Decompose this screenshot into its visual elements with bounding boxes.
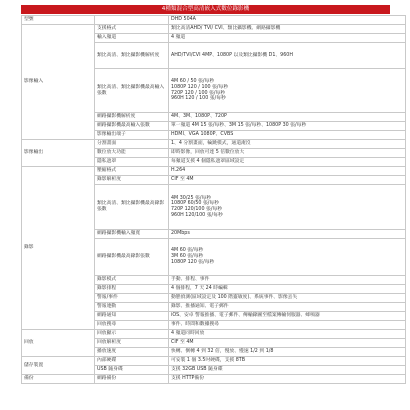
spec-label: 網路攝影機最高輸入張數 (95, 122, 169, 131)
spec-value-line: 可安裝 1 個 3.5吋硬碟，支援 8TB (171, 358, 246, 364)
spec-value-line: 支援 32GB USB 隨身碟 (171, 367, 223, 373)
spec-label: 警報/事件 (95, 294, 169, 303)
category-cell: 錄影 (22, 167, 95, 330)
spec-value (169, 122, 406, 131)
spec-value-line: 支援 HTTP備份 (171, 376, 204, 382)
spec-label: 數位放大功能 (95, 149, 169, 158)
spec-value (169, 25, 406, 34)
spec-label: 內部硬碟 (95, 357, 169, 366)
spec-value (169, 149, 406, 158)
spec-value (169, 312, 406, 321)
spec-label: 網路備份 (95, 375, 169, 384)
spec-title-bar: 4種類混合型高清嵌入式數位錄影機 (21, 5, 390, 14)
spec-label: 錄影模式 (95, 276, 169, 285)
spec-value (169, 43, 406, 69)
spec-label: 回放顯示 (95, 330, 169, 339)
spec-value-line: 動態偵測(區域設定及 100 階靈敏度)、系統事件、影像丟失 (171, 295, 298, 301)
spec-value-line: 即時影像，回放可達 5 倍數位放大 (171, 150, 245, 156)
spec-value-line: 4M、3M、1080P、720P (171, 114, 227, 120)
spec-value-line: HDMI、VGA 1080P、CVBS (171, 132, 234, 138)
spec-value (169, 230, 406, 239)
spec-value-line: 3M 60 張/每秒 (171, 254, 204, 260)
spec-value-line: 錄影、推播通知、電子郵件 (171, 304, 229, 310)
spec-value (169, 321, 406, 330)
spec-label: 播放速度 (95, 348, 169, 357)
spec-label: 網路通知 (95, 312, 169, 321)
spec-value-line: 單一頻道 4M 15 張/每秒、3M 15 張/每秒、1080P 30 張/每秒 (171, 123, 307, 129)
spec-value (169, 348, 406, 357)
spec-value (169, 375, 406, 384)
spec-value (169, 339, 406, 348)
spec-row (22, 25, 406, 34)
spec-value-line: 720P 120/100 張/每秒 (171, 207, 223, 212)
spec-label: 網路攝影機最高錄影張數 (95, 239, 169, 276)
category-cell: 儲存裝置 (22, 357, 95, 375)
spec-row (22, 357, 406, 366)
category-cell: 備份 (22, 375, 95, 384)
spec-value-line: 快轉、倒轉 4 到 32 倍，慢放、慢速 1/2 到 1/8 (171, 349, 274, 355)
spec-value-line: CIF 至 4M (171, 177, 194, 183)
spec-value (169, 158, 406, 167)
model-label: 型號 (22, 16, 95, 25)
spec-row (22, 375, 406, 384)
spec-value (169, 113, 406, 122)
spec-label: 類比高清、類比攝影機最高錄影張數 (95, 185, 169, 230)
spec-label: 回放解析度 (95, 339, 169, 348)
spec-row (22, 167, 406, 176)
spec-label: 網路攝影機輸入頻寬 (95, 230, 169, 239)
spec-value-line: 4 頻道 (171, 35, 186, 41)
spec-value (169, 131, 406, 140)
spec-label: USB 隨身碟 (95, 366, 169, 375)
spec-value (169, 276, 406, 285)
spec-value-line: H.264 (171, 168, 186, 174)
spec-row (22, 330, 406, 339)
category-cell: 影像輸出 (22, 140, 95, 167)
spec-label: 輸入頻道 (95, 34, 169, 43)
spec-label: 類比高清、類比攝影機解析度 (95, 43, 169, 69)
model-row (22, 16, 406, 25)
spec-label: 類比高清、類比攝影機最高輸入張數 (95, 69, 169, 113)
spec-value-line: 960H 120 / 100 張/每秒 (171, 96, 226, 102)
spec-value-line: 4M 60 張/每秒 (171, 248, 204, 254)
spec-value-line: iOS、安卓 警報推播、電子郵件、傳輸錄圖至檔案傳輸伺服器、蜂鳴器 (171, 313, 320, 319)
spec-value (169, 366, 406, 375)
spec-value-line: 4 個排程，7 天 24 時編輯 (171, 286, 228, 292)
category-cell: 回放 (22, 330, 95, 357)
spec-label: 警報連動 (95, 303, 169, 312)
spec-value-line: 20Mbps (171, 231, 190, 237)
spec-value-line: 每頻道支援 4 個隱私遮罩區域設定 (171, 159, 245, 165)
spec-value (169, 185, 406, 230)
spec-value-line: 1080P 120 張/每秒 (171, 259, 215, 265)
spec-value-line: 事件、時間和數據搜尋 (171, 322, 219, 328)
spec-value (169, 285, 406, 294)
spec-value-line: 4M 30/25 張/每秒 (171, 195, 212, 201)
spec-value (169, 330, 406, 339)
spec-value-line: 4 頻道同時回放 (171, 331, 205, 337)
spec-value-line: 1080P 60/50 張/每秒 (171, 201, 219, 207)
spec-row (22, 140, 406, 149)
spec-label: 網路攝影機解析度 (95, 113, 169, 122)
spec-value (169, 140, 406, 149)
spec-value (169, 303, 406, 312)
spec-label: 隱私遮罩 (95, 158, 169, 167)
spec-value (169, 34, 406, 43)
model-value: DHD 504A (169, 16, 406, 25)
category-cell: 影像輸入 (22, 25, 95, 140)
spec-label: 錄影解析度 (95, 176, 169, 185)
spec-label: 錄影排程 (95, 285, 169, 294)
spec-value (169, 294, 406, 303)
spec-value-line: AHD/TVI/CVI 4MP、1080P 以及類比攝影機 D1、960H (171, 52, 293, 58)
spec-label: 分割畫面 (95, 140, 169, 149)
spec-value-line: 720P 120 / 100 張/每秒 (171, 90, 226, 96)
spec-table (21, 15, 406, 384)
spec-value-line: CIF 至 4M (171, 340, 194, 346)
spec-value-line: 960H 120/100 張/每秒 (171, 212, 223, 218)
spec-value-line: 類比高清AHD/ TVI/ CVI、類比攝影機、網路攝影機 (171, 26, 281, 32)
model-sub-cell (95, 16, 169, 25)
spec-value-line: 4M 60 / 50 張/每秒 (171, 79, 215, 84)
spec-value (169, 176, 406, 185)
spec-value (169, 167, 406, 176)
spec-value (169, 357, 406, 366)
spec-value-line: 手動、排程、事件 (171, 277, 210, 283)
spec-value (169, 239, 406, 276)
spec-label: 影像輸出端子 (95, 131, 169, 140)
spec-label: 回放搜尋 (95, 321, 169, 330)
spec-label: 支援格式 (95, 25, 169, 34)
spec-label: 壓縮格式 (95, 167, 169, 176)
spec-value-line: 1、4 分割畫面，輪跳模式，通道淹沒 (171, 141, 251, 147)
spec-value (169, 69, 406, 113)
spec-value-line: 1080P 120 / 100 張/每秒 (171, 84, 229, 90)
